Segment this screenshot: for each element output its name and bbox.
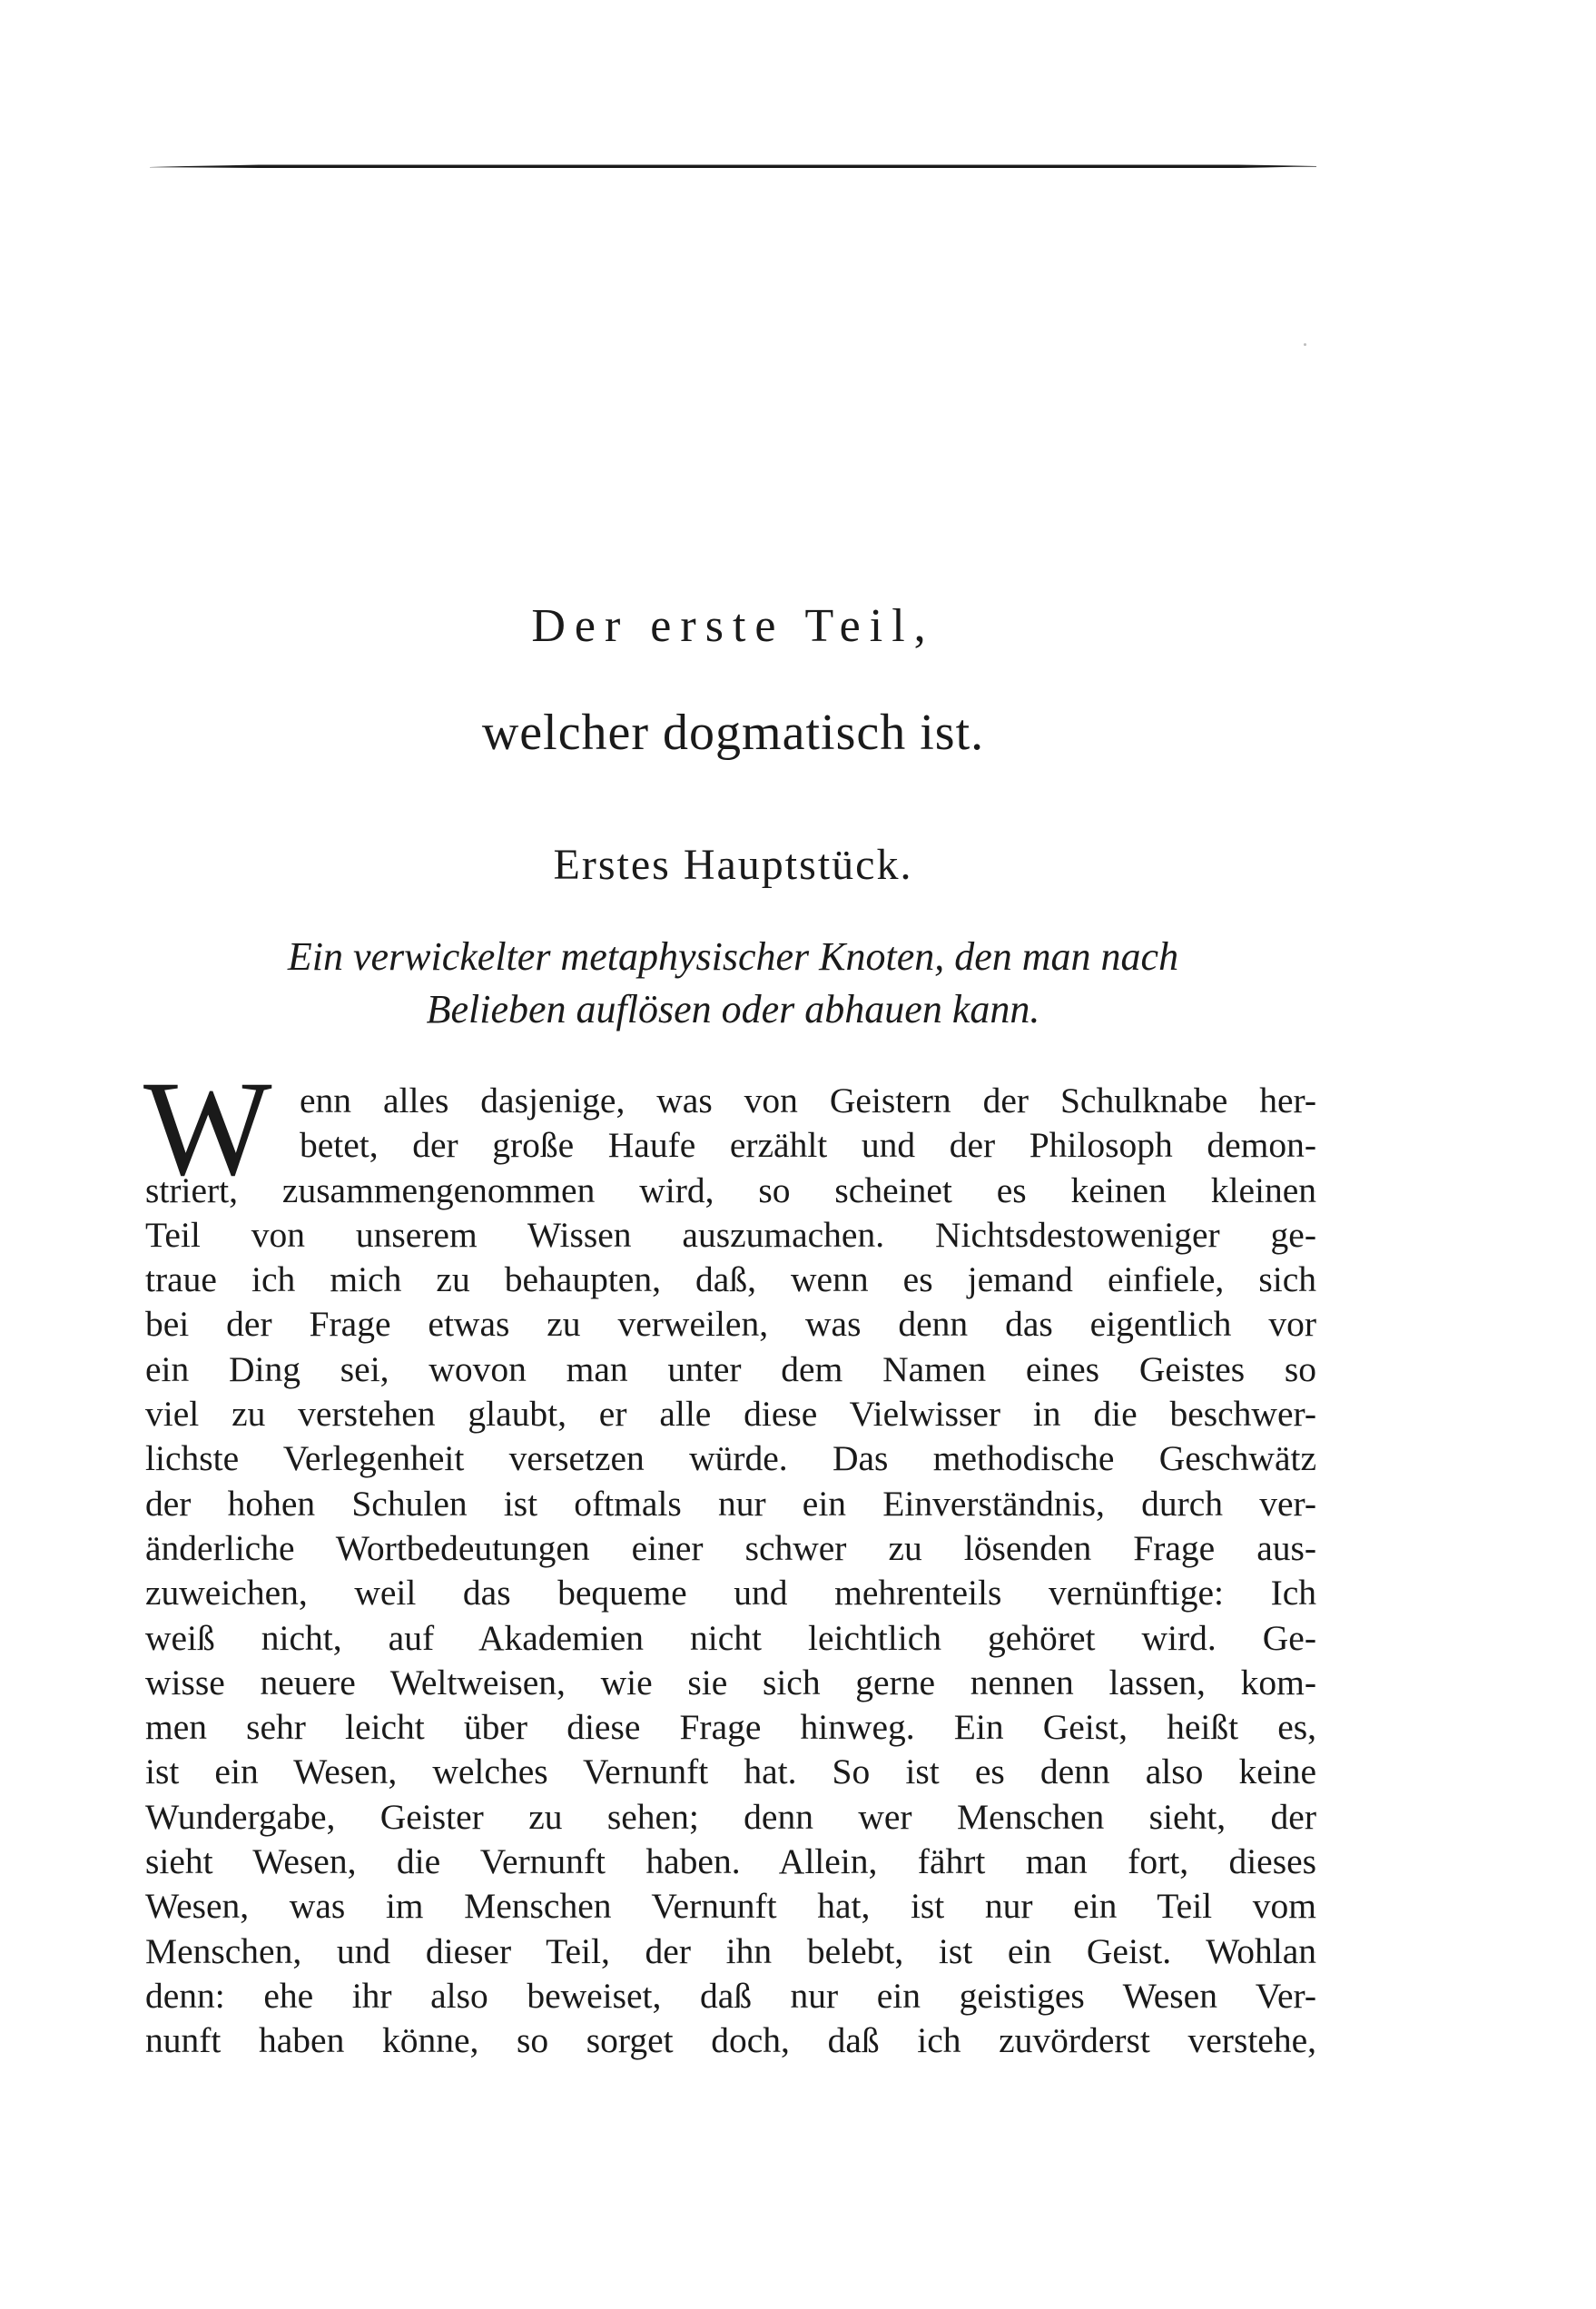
body-line: bei der Frage etwas zu verweilen, was denn das eigentlich vor	[145, 1304, 1316, 1345]
chapter-description	[150, 931, 1316, 1036]
body-line: denn: ehe ihr also beweiset, daß nur ein geistiges Wesen Ver-	[145, 1975, 1316, 2016]
body-line: betet, der große Haufe erzählt und der Philosoph demon-	[300, 1125, 1316, 1166]
body-line: weiß nicht, auf Akademien nicht leichtlich gehöret wird. Ge-	[145, 1617, 1316, 1658]
chapter-description-line: Ein verwickelter metaphysischer Knoten, den man nach	[287, 934, 1179, 979]
body-line: wisse neuere Weltweisen, wie sie sich gerne nennen lassen, kom-	[145, 1662, 1316, 1702]
header-rule	[150, 162, 1316, 171]
body-line: änderliche Wortbedeutungen einer schwer zu lösenden Frage aus-	[145, 1527, 1316, 1568]
body-line: Menschen, und dieser Teil, der ihn belebt, ist ein Geist. Wohlan	[145, 1930, 1316, 1971]
body-paragraph	[145, 1079, 1316, 2064]
body-line: der hohen Schulen ist oftmals nur ein Einverständnis, durch ver-	[145, 1483, 1316, 1524]
chapter-description-line: Belieben auflösen oder abhauen kann.	[426, 987, 1040, 1031]
body-line: striert, zusammengenommen wird, so scheinet es keinen kleinen	[145, 1169, 1316, 1210]
chapter-title: Erstes Hauptstück.	[553, 841, 913, 889]
body-line: Teil von unserem Wissen auszumachen. Nichtsdestoweniger ge-	[145, 1214, 1316, 1255]
body-line: nunft haben könne, so sorget doch, daß ich zuvörderst verstehe,	[145, 2020, 1316, 2061]
body-line: men sehr leicht über diese Frage hinweg. Ein Geist, heißt es,	[145, 1707, 1316, 1748]
body-line: enn alles dasjenige, was von Geistern der Schulknabe her-	[300, 1080, 1316, 1120]
body-line: ein Ding sei, wovon man unter dem Namen eines Geistes so	[145, 1348, 1316, 1389]
body-line: traue ich mich zu behaupten, daß, wenn es jemand einfiele, sich	[145, 1259, 1316, 1300]
body-line: ist ein Wesen, welches Vernunft hat. So ist es denn also keine	[145, 1751, 1316, 1792]
body-line: zuweichen, weil das bequeme und mehrenteils vernünftige: Ich	[145, 1573, 1316, 1613]
part-subtitle: welcher dogmatisch ist.	[481, 705, 985, 761]
body-line: sieht Wesen, die Vernunft haben. Allein, fährt man fort, dieses	[145, 1841, 1316, 1882]
body-line: Wesen, was im Menschen Vernunft hat, ist nur ein Teil vom	[145, 1886, 1316, 1927]
body-line: lichste Verlegenheit versetzen würde. Das methodische Geschwätz	[145, 1438, 1316, 1479]
drop-cap: W	[143, 1053, 272, 1204]
part-title: Der erste Teil,	[531, 600, 935, 652]
paper-speck	[1304, 343, 1306, 346]
body-line: Wundergabe, Geister zu sehen; denn wer Menschen sieht, der	[145, 1796, 1316, 1837]
header-rule-line	[150, 162, 1316, 171]
body-line: viel zu verstehen glaubt, er alle diese Vielwisser in die beschwer-	[145, 1394, 1316, 1435]
